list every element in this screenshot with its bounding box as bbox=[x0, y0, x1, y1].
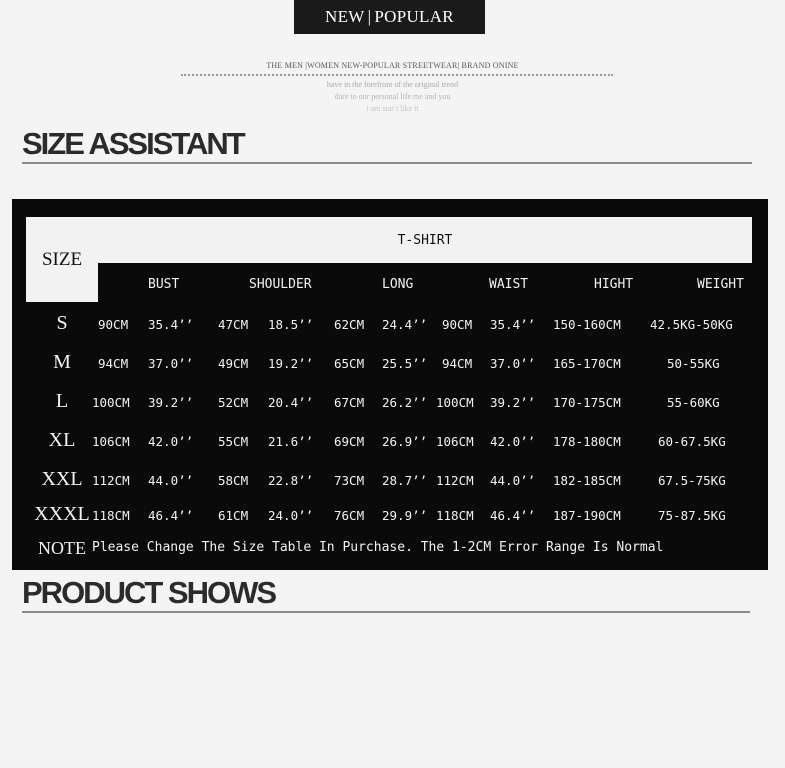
table-cell: 47CM bbox=[218, 317, 249, 332]
table-cell: 29.9’’ bbox=[382, 508, 428, 523]
garment-header: T-SHIRT bbox=[98, 217, 752, 263]
table-cell: 187-190CM bbox=[553, 508, 621, 523]
tagline-line-4: i am star i like it bbox=[366, 104, 419, 113]
table-cell: 44.0’’ bbox=[490, 473, 536, 488]
table-cell: 24.4’’ bbox=[382, 317, 428, 332]
column-header-height: HIGHT bbox=[594, 277, 634, 292]
column-header-long: LONG bbox=[382, 277, 414, 292]
table-cell: 52CM bbox=[218, 395, 249, 410]
size-label-xxl: XXL bbox=[41, 468, 83, 490]
table-cell: 42.0’’ bbox=[490, 434, 536, 449]
table-cell: 26.2’’ bbox=[382, 395, 428, 410]
size-label-s: S bbox=[56, 312, 68, 334]
table-cell: 19.2’’ bbox=[268, 356, 314, 371]
size-column-header: SIZE bbox=[26, 217, 98, 302]
size-label-xxxl: XXXL bbox=[34, 503, 90, 525]
note-label: NOTE bbox=[38, 538, 86, 558]
table-cell: 75-87.5KG bbox=[658, 508, 726, 523]
table-cell: 65CM bbox=[334, 356, 365, 371]
table-cell: 94CM bbox=[98, 356, 129, 371]
table-cell: 112CM bbox=[92, 473, 130, 488]
table-cell: 62CM bbox=[334, 317, 365, 332]
table-cell: 20.4’’ bbox=[268, 395, 314, 410]
heading-underline bbox=[22, 162, 752, 164]
tagline-line-3: dare to our personal life me and you bbox=[334, 92, 451, 101]
banner-separator: | bbox=[367, 7, 372, 26]
table-cell: 39.2’’ bbox=[148, 395, 194, 410]
column-header-waist: WAIST bbox=[489, 277, 529, 292]
note-text: Please Change The Size Table In Purchase. The 1-2CM Error Range Is Normal bbox=[92, 540, 664, 555]
heading-underline bbox=[22, 611, 750, 613]
new-popular-banner bbox=[294, 0, 485, 34]
column-header-weight: WEIGHT bbox=[697, 277, 744, 292]
size-table bbox=[12, 199, 768, 570]
table-cell: 67CM bbox=[334, 395, 365, 410]
table-cell: 42.5KG-50KG bbox=[650, 317, 733, 332]
table-cell: 182-185CM bbox=[553, 473, 621, 488]
table-cell: 100CM bbox=[436, 395, 474, 410]
table-cell: 67.5-75KG bbox=[658, 473, 726, 488]
table-cell: 37.0’’ bbox=[148, 356, 194, 371]
table-cell: 118CM bbox=[436, 508, 474, 523]
table-cell: 55-60KG bbox=[667, 395, 720, 410]
table-cell: 21.6’’ bbox=[268, 434, 314, 449]
column-header-bust: BUST bbox=[148, 277, 180, 292]
table-cell: 24.0’’ bbox=[268, 508, 314, 523]
dotted-divider bbox=[181, 74, 613, 76]
table-cell: 76CM bbox=[334, 508, 365, 523]
table-cell: 165-170CM bbox=[553, 356, 621, 371]
table-cell: 60-67.5KG bbox=[658, 434, 726, 449]
table-cell: 150-160CM bbox=[553, 317, 621, 332]
size-label-xl: XL bbox=[48, 429, 76, 451]
table-cell: 106CM bbox=[436, 434, 474, 449]
table-cell: 50-55KG bbox=[667, 356, 720, 371]
table-cell: 28.7’’ bbox=[382, 473, 428, 488]
table-cell: 35.4’’ bbox=[148, 317, 194, 332]
size-label-l: L bbox=[55, 390, 69, 412]
table-cell: 39.2’’ bbox=[490, 395, 536, 410]
table-cell: 46.4’’ bbox=[148, 508, 194, 523]
table-cell: 90CM bbox=[442, 317, 473, 332]
product-shows-heading: PRODUCT SHOWS bbox=[22, 575, 275, 610]
table-cell: 118CM bbox=[92, 508, 130, 523]
table-cell: 69CM bbox=[334, 434, 365, 449]
table-cell: 22.8’’ bbox=[268, 473, 314, 488]
table-cell: 94CM bbox=[442, 356, 473, 371]
table-cell: 42.0’’ bbox=[148, 434, 194, 449]
table-cell: 55CM bbox=[218, 434, 249, 449]
table-cell: 44.0’’ bbox=[148, 473, 194, 488]
banner-left: NEW bbox=[325, 7, 365, 26]
table-cell: 61CM bbox=[218, 508, 249, 523]
table-cell: 46.4’’ bbox=[490, 508, 536, 523]
table-cell: 90CM bbox=[98, 317, 129, 332]
table-cell: 73CM bbox=[334, 473, 365, 488]
banner-right: POPULAR bbox=[374, 7, 454, 26]
table-cell: 100CM bbox=[92, 395, 130, 410]
table-cell: 178-180CM bbox=[553, 434, 621, 449]
table-cell: 58CM bbox=[218, 473, 249, 488]
tagline-line-1: THE MEN |WOMEN NEW-POPULAR STREETWEAR| BRAND ONINE bbox=[266, 61, 519, 70]
table-cell: 18.5’’ bbox=[268, 317, 314, 332]
table-cell: 35.4’’ bbox=[490, 317, 536, 332]
table-cell: 112CM bbox=[436, 473, 474, 488]
table-cell: 106CM bbox=[92, 434, 130, 449]
tagline-line-2: have in the forefront of the original trend bbox=[326, 80, 459, 89]
size-label-m: M bbox=[53, 351, 71, 373]
table-cell: 25.5’’ bbox=[382, 356, 428, 371]
table-cell: 49CM bbox=[218, 356, 249, 371]
size-assistant-heading: SIZE ASSISTANT bbox=[22, 126, 244, 161]
table-cell: 26.9’’ bbox=[382, 434, 428, 449]
table-cell: 170-175CM bbox=[553, 395, 621, 410]
column-header-shoulder: SHOULDER bbox=[249, 277, 312, 292]
table-cell: 37.0’’ bbox=[490, 356, 536, 371]
